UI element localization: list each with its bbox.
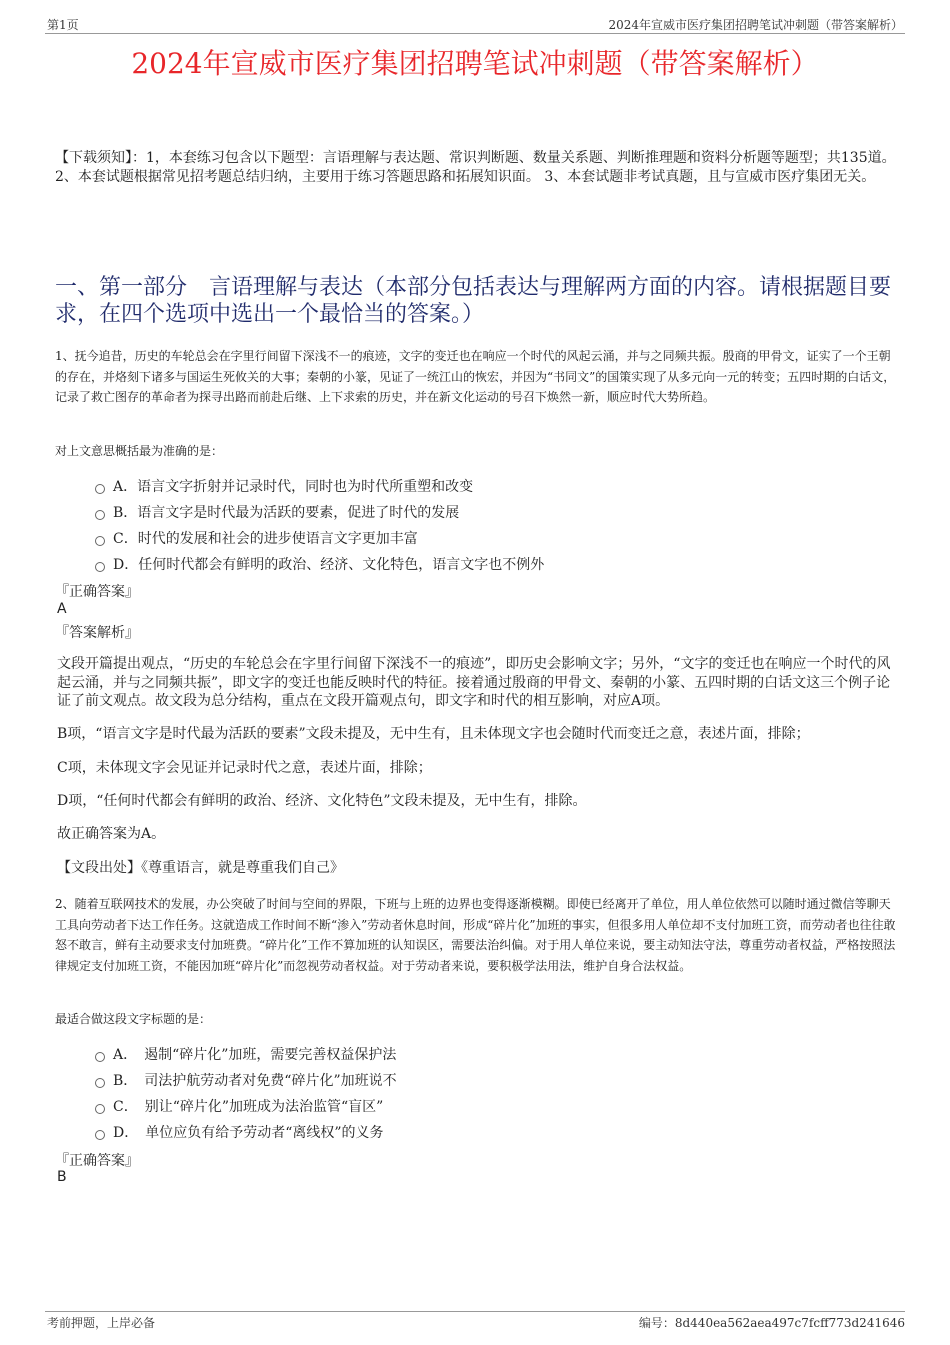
- radio-icon[interactable]: [95, 562, 105, 572]
- q1-answer: A: [57, 601, 67, 617]
- header-doc-title: 2024年宣威市医疗集团招聘笔试冲刺题（带答案解析）: [608, 18, 903, 32]
- q1-option-a[interactable]: A．语言文字折射并记录时代，同时也为时代所重塑和改变: [95, 476, 473, 496]
- q1-option-c[interactable]: C．时代的发展和社会的进步使语言文字更加丰富: [95, 528, 418, 548]
- q1-answer-label: 『正确答案』: [55, 584, 139, 600]
- q2-option-a[interactable]: A． 遏制“碎片化”加班，需要完善权益保护法: [95, 1044, 396, 1064]
- q2-answer: B: [57, 1169, 67, 1185]
- q2-option-c[interactable]: C． 别让“碎片化”加班成为法治监管“盲区”: [95, 1096, 383, 1116]
- q1-analysis-para: C项，未体现文字会见证并记录时代之意，表述片面，排除；: [57, 760, 432, 776]
- question-1-prompt: 对上文意思概括最为准确的是：: [55, 444, 224, 458]
- footer-divider: [45, 1311, 905, 1312]
- footer-doc-id: 编号：8d440ea562aea497c7fcff773d241646: [638, 1316, 905, 1330]
- footer-slogan: 考前押题，上岸必备: [47, 1316, 156, 1330]
- q1-analysis-para: 文段开篇提出观点，“历史的车轮总会在字里行间留下深浅不一的痕迹”，即历史会影响文字；另外，“文字的变迁也在响应一个时代的风起云涌，并与之同频共振”，即文字的变迁也能反映时代的特征。接着通过殷商的甲骨文、秦朝的小篆、五四时期的白话文这三个例子论证了前文观点。故文段为总分结构，重点在文段开篇观点句，即文字和时代的相互影响，对应A项。: [57, 656, 891, 709]
- radio-icon[interactable]: [95, 536, 105, 546]
- page-title: 2024年宣威市医疗集团招聘笔试冲刺题（带答案解析）: [131, 47, 819, 80]
- download-notice: 【下载须知】：1，本套练习包含以下题型：言语理解与表达题、常识判断题、数量关系题、判断推理题和资料分析题等题型；共135道。 2、本套试题根据常见招考题总结归纳，主要用于练习答题思路和拓展知识面。 3、本套试题非考试真题，且与宣威市医疗集团无关。: [55, 150, 896, 185]
- radio-icon[interactable]: [95, 484, 105, 494]
- q2-option-b[interactable]: B． 司法护航劳动者对免费“碎片化”加班说不: [95, 1070, 397, 1090]
- page-number: 第1页: [47, 18, 79, 32]
- q2-option-d[interactable]: D． 单位应负有给予劳动者“离线权”的义务: [95, 1122, 384, 1142]
- question-2-prompt: 最适合做这段文字标题的是：: [55, 1012, 212, 1026]
- section-heading: 一、第一部分 言语理解与表达（本部分包括表达与理解两方面的内容。请根据题目要求，在四个选项中选出一个最恰当的答案。）: [55, 275, 892, 327]
- q1-analysis-para: D项，“任何时代都会有鲜明的政治、经济、文化特色”文段未提及，无中生有，排除。: [57, 793, 587, 809]
- q1-analysis-label: 『答案解析』: [55, 625, 139, 641]
- radio-icon[interactable]: [95, 510, 105, 520]
- q1-analysis-para: 故正确答案为A。: [57, 826, 166, 842]
- radio-icon[interactable]: [95, 1052, 105, 1062]
- q1-analysis-para: B项，“语言文字是时代最为活跃的要素”文段未提及，无中生有，且未体现文字也会随时代而变迁之意，表述片面，排除；: [57, 726, 810, 742]
- q1-source: 【文段出处】《尊重语言，就是尊重我们自己》: [57, 860, 344, 876]
- q2-answer-label: 『正确答案』: [55, 1153, 139, 1169]
- q1-option-b[interactable]: B．语言文字是时代最为活跃的要素，促进了时代的发展: [95, 502, 459, 522]
- radio-icon[interactable]: [95, 1104, 105, 1114]
- question-1-text: 1、抚今追昔，历史的车轮总会在字里行间留下深浅不一的痕迹，文字的变迁也在响应一个时代的风起云涌，并与之同频共振。殷商的甲骨文，证实了一个王朝的存在，并烙刻下诸多与国运生死攸关的大事；秦朝的小篆，见证了一统江山的恢宏，并因为“书同文”的国策实现了从多元向一元的转变；五四时期的白话文，记录了救亡图存的革命者为探寻出路而前赴后继、上下求索的历史，并在新文化运动的号召下焕然一新，顺应时代大势所趋。: [55, 349, 896, 404]
- question-2-text: 2、随着互联网技术的发展，办公突破了时间与空间的界限，下班与上班的边界也变得逐渐模糊。即使已经离开了单位，用人单位依然可以随时通过微信等聊天工具向劳动者下达工作任务。这就造成工作时间不断“渗入”劳动者休息时间，形成“碎片化”加班的事实，但很多用人单位却不支付加班工资，而劳动者也往往敢怒不敢言，鲜有主动要求支付加班费。“碎片化”工作不算加班的认知误区，需要法治纠偏。对于用人单位来说，要主动知法守法，尊重劳动者权益，严格按照法律规定支付加班工资，不能因加班“碎片化”而忽视劳动者权益。对于劳动者来说，要积极学法用法，维护自身合法权益。: [55, 897, 896, 973]
- header-divider: [45, 33, 905, 34]
- radio-icon[interactable]: [95, 1130, 105, 1140]
- radio-icon[interactable]: [95, 1078, 105, 1088]
- q1-option-d[interactable]: D．任何时代都会有鲜明的政治、经济、文化特色，语言文字也不例外: [95, 554, 544, 574]
